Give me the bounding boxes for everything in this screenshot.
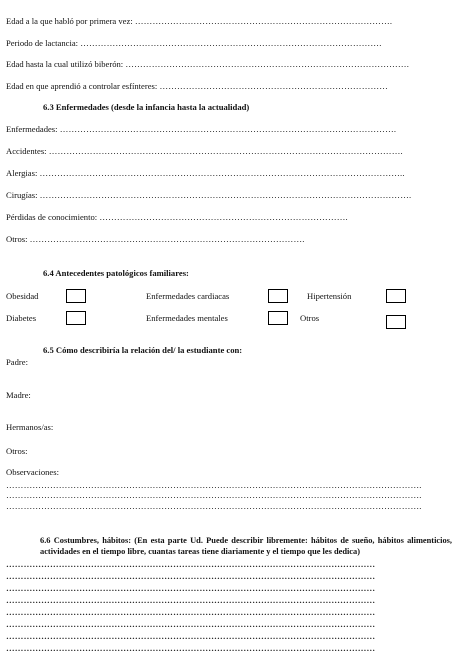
dev-dots-lactancia[interactable]: …………………………………………………………………………………………. [80, 38, 382, 48]
accidentes-dots[interactable]: …………………………………………………………………………………………………………. [48, 146, 403, 156]
habitos-dots-7[interactable]: ……………………………………………………………………………………………………………… [6, 631, 376, 641]
perdidas-label: Pérdidas de conocimiento: [6, 212, 98, 222]
alergias-dots[interactable]: …………………………………………………………………………………………………………….. [39, 168, 405, 178]
dev-label-habla: Edad a la que habló por primera vez: [6, 16, 133, 26]
otros-label: Otros: [6, 234, 28, 244]
otros-line [6, 234, 305, 244]
accidentes-label: Accidentes: [6, 146, 47, 156]
habitos-dots-4[interactable]: ……………………………………………………………………………………………………………… [6, 595, 376, 605]
observaciones-label[interactable]: Observaciones: [6, 467, 59, 477]
cirugias-dots[interactable]: ………………………………………………………………………………………………………………. [39, 190, 412, 200]
dev-label-biberon: Edad hasta la cual utilizó biberón: [6, 59, 124, 69]
dev-dots-habla[interactable]: ……………………………………………………………………………. [134, 16, 393, 26]
obesidad-checkbox[interactable] [66, 289, 86, 303]
observaciones-dots-3[interactable]: ……………………………………………………………………………………………………………………………. [6, 501, 422, 511]
habitos-dots-2[interactable]: ……………………………………………………………………………………………………………… [6, 571, 376, 581]
habitos-dots-3[interactable]: ……………………………………………………………………………………………………………… [6, 583, 376, 593]
section-6-3-title: 6.3 Enfermedades (desde la infancia hasta la actualidad) [43, 102, 250, 112]
habitos-dots-8[interactable]: ……………………………………………………………………………………………………………… [6, 643, 376, 653]
enfermedades-label: Enfermedades: [6, 124, 58, 134]
mentales-label: Enfermedades mentales [146, 313, 228, 323]
dev-label-esfinteres: Edad en que aprendió a controlar esfínteres: [6, 81, 158, 91]
accidentes-line [6, 146, 403, 156]
dev-label-lactancia: Periodo de lactancia: [6, 38, 79, 48]
otros-relacion-label[interactable]: Otros: [6, 446, 28, 456]
otros-dots[interactable]: …………………………………………………………………………………. [29, 234, 305, 244]
dev-line-lactancia [6, 38, 382, 48]
hipertension-checkbox[interactable] [386, 289, 406, 303]
habitos-dots-6[interactable]: ……………………………………………………………………………………………………………… [6, 619, 376, 629]
obesidad-label: Obesidad [6, 291, 39, 301]
perdidas-line [6, 212, 348, 222]
padre-label[interactable]: Padre: [6, 357, 28, 367]
dev-line-biberon [6, 59, 409, 69]
observaciones-dots-1[interactable]: ……………………………………………………………………………………………………………………………. [6, 480, 422, 490]
diabetes-checkbox[interactable] [66, 311, 86, 325]
mentales-checkbox[interactable] [268, 311, 288, 325]
alergias-line [6, 168, 405, 178]
habitos-dots-5[interactable]: ……………………………………………………………………………………………………………… [6, 607, 376, 617]
cirugias-label: Cirugías: [6, 190, 38, 200]
diabetes-label: Diabetes [6, 313, 37, 323]
otros-familiares-label: Otros [300, 313, 320, 323]
madre-label[interactable]: Madre: [6, 390, 31, 400]
dev-dots-biberon[interactable]: ……………………………………………………………………………………. [125, 59, 410, 69]
dev-line-habla [6, 16, 392, 26]
section-6-6-text: 6.6 Costumbres, hábitos: (En esta parte Ud. Puede describir libremente: hábitos de sueño, hábitos alimenticios, actividades en el tiempo libre, cuantas tareas tiene diariamente y el tiempo que les dedica) [40, 536, 452, 556]
dev-dots-esfinteres[interactable]: …………………………………………………………………… [159, 81, 389, 91]
hermanos-label[interactable]: Hermanos/as: [6, 422, 54, 432]
otros-familiares-checkbox[interactable] [386, 315, 406, 329]
observaciones-dots-2[interactable]: ……………………………………………………………………………………………………………………………. [6, 490, 422, 500]
alergias-label: Alergias: [6, 168, 38, 178]
enfermedades-dots[interactable]: ……………………………………………………………………………………………………. [59, 124, 397, 134]
section-6-5-title: 6.5 Cómo describiría la relación del/ la estudiante con: [43, 345, 243, 355]
hipertension-label: Hipertensión [307, 291, 352, 301]
enfermedades-line [6, 124, 396, 134]
dev-line-esfinteres [6, 81, 388, 91]
cardiacas-label: Enfermedades cardiacas [146, 291, 230, 301]
cardiacas-checkbox[interactable] [268, 289, 288, 303]
cirugias-line [6, 190, 411, 200]
habitos-dots-1[interactable]: ……………………………………………………………………………………………………………… [6, 559, 376, 569]
section-6-4-title: 6.4 Antecedentes patológicos familiares: [43, 268, 189, 278]
perdidas-dots[interactable]: …………………………………………………………………………. [99, 212, 348, 222]
